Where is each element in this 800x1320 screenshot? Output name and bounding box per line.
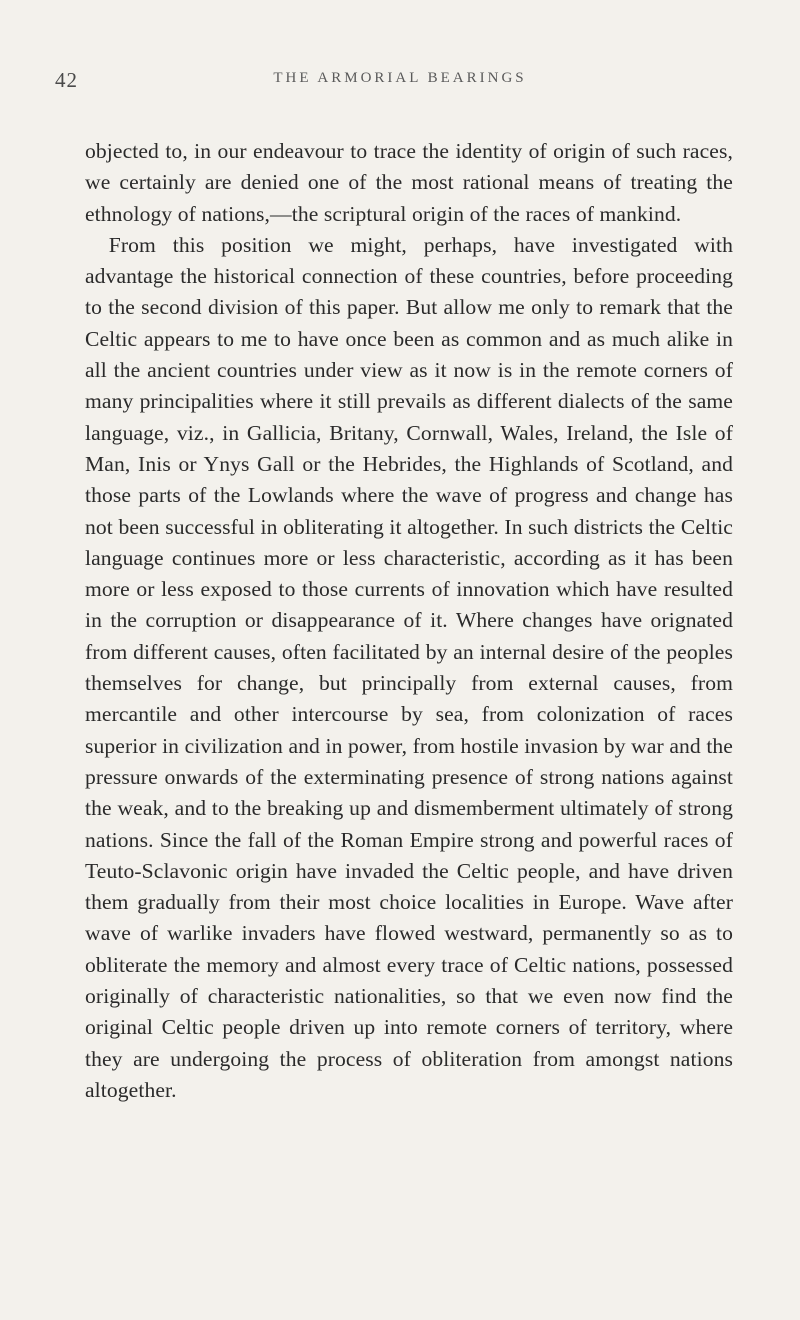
paragraph: From this position we might, perhaps, have investigated with advantage the historical connection of these countries, before proceeding to the second division of this paper. But allow me only to remark that the Celtic appears to me to have once been as common and as much alike in all the ancient countries under view as it now is in the remote corners of many principalities where it still prevails as different dialects of the same language, viz., in Gallicia, Britany, Cornwall, Wales, Ireland, the Isle of Man, Inis or Ynys Gall or the Hebrides, the Highlands of Scotland, and those parts of the Lowlands where the wave of progress and change has not been successful in obliterating it altogether. In such districts the Celtic language continues more or less characteristic, according as it has been more or less exposed to those currents of innovation which have resulted in the corruption or disappearance of it. Where changes have orignated from different causes, often facilitated by an internal desire of the peoples themselves for change, but principally from external causes, from mercantile and other intercourse by sea, from colonization of races superior in civilization and in power, from hostile invasion by war and the pressure onwards of the exterminating presence of strong nations against the weak, and to the breaking up and dismemberment ultimately of strong nations. Since the fall of the Roman Empire strong and powerful races of Teuto-Sclavonic origin have invaded the Celtic people, and have driven them gradually from their most choice localities in Europe. Wave after wave of warlike invaders have flowed westward, permanently so as to obliterate the memory and almost every trace of Celtic nations, possessed originally of characteristic nationalities, so that we even now find the original Celtic people driven up into remote corners of territory, where they are undergoing the process of obliteration from amongst nations altogether.: [85, 232, 733, 1102]
body-text: [85, 136, 733, 1106]
page-number: 42: [55, 68, 78, 92]
running-title: THE ARMORIAL BEARINGS: [273, 70, 527, 86]
paragraph-continuation: objected to, in our endeavour to trace the identity of origin of such races, we certainly are denied one of the most rational means of treating the ethnology of nations,—the scriptural origin of the races of mankind.: [85, 139, 733, 226]
page-header: [55, 68, 745, 102]
